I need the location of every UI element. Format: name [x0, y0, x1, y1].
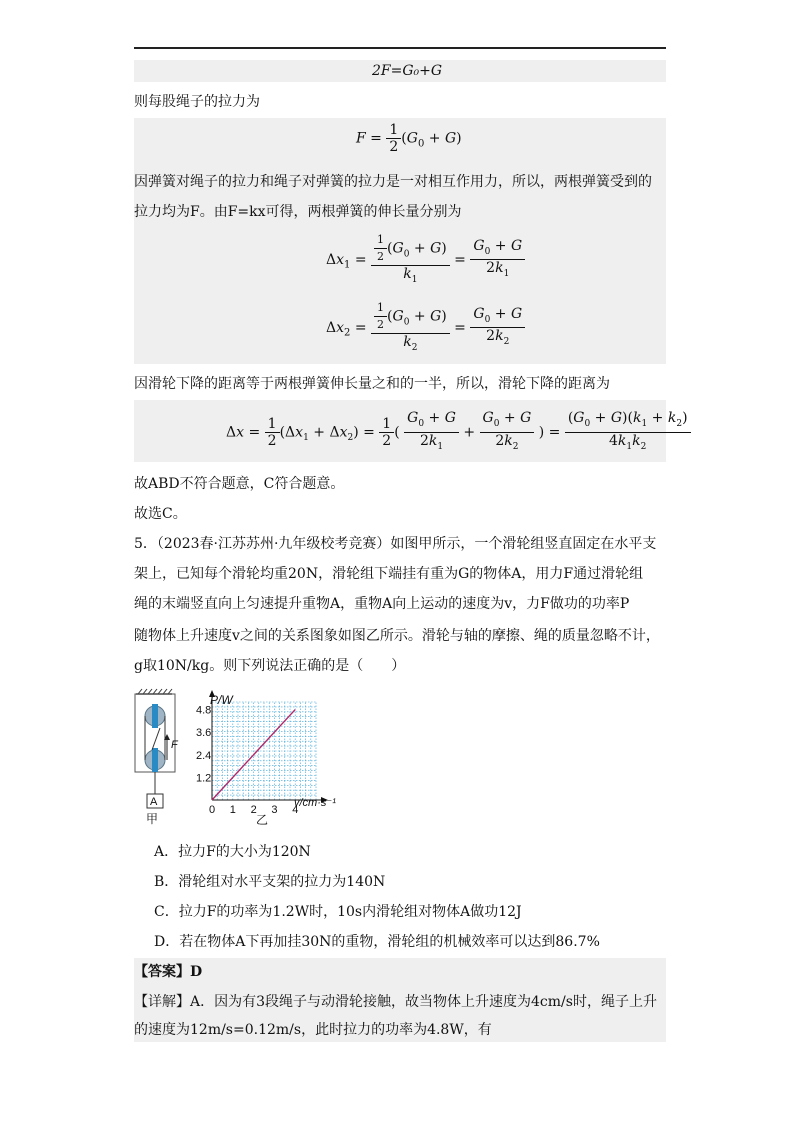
q5-line-1: 5．（2023春·江苏苏州·九年级校考竞赛）如图甲所示，一个滑轮组竖直固定在水平支 — [134, 536, 657, 552]
text-abd: 故ABD不符合题意，C符合题意。 — [134, 476, 345, 492]
answer-line: 【答案】D — [134, 964, 203, 980]
option-a: A．拉力F的大小为120N — [154, 844, 311, 860]
chart-ylabel: P/W — [210, 693, 233, 707]
equation-dx1: $\Delta x_1$ = $\frac{1}{2}$ $(G_0 + G)$ $k_1$ = $\frac{G_0 + G}{2k_1}$ — [326, 232, 525, 288]
option-d: D．若在物体A下再加挂30N的重物，滑轮组的机械效率可以达到86.7% — [154, 934, 600, 950]
figure-right-label: 乙 — [256, 813, 269, 827]
text-spring-1: 因弹簧对绳子的拉力和绳子对弹簧的拉力是一对相互作用力，所以，两根弹簧受到的 — [134, 174, 652, 190]
figure-left-label: 甲 — [146, 812, 159, 826]
force-label: F — [171, 739, 178, 751]
option-c: C．拉力F的功率为1.2W时，10s内滑轮组对物体A做功12J — [154, 904, 522, 920]
chart-xlabel: v/cm·s⁻¹ — [294, 797, 336, 809]
detail-line-2: 的速度为12m/s=0.12m/s，此时拉力的功率为4.8W，有 — [134, 1022, 492, 1038]
equation-dx: Δx = $\frac{1}{2}$ $(\Delta x_1 + \Delta x_2)$ = $\frac{1}{2}$ ( $\frac{G_0 + G}{2k_1}$ + $\frac{G_0 + G}{2k_2}$ ) = $\frac{(G_0 + G)(k_1 + k_2)}{4k_1k_2}$ — [226, 410, 691, 455]
series-line — [212, 710, 295, 800]
detail-line-1: 【详解】A．因为有3段绳子与动滑轮接触，故当物体上升速度为4cm/s时，绳子上升 — [134, 994, 657, 1010]
x-tick-label: 0 — [209, 804, 216, 816]
y-tick-label: 2.4 — [196, 749, 212, 762]
x-tick-label: 2 — [250, 804, 257, 816]
text-choose: 故选C。 — [134, 506, 187, 522]
equation-2f: 2F=G₀+G — [372, 63, 443, 79]
y-tick-label: 1.2 — [196, 772, 212, 785]
y-tick-label: 3.6 — [196, 727, 212, 740]
q5-line-2: 架上，已知每个滑轮均重20N，滑轮组下端挂有重为G的物体A，用力F通过滑轮组 — [134, 566, 644, 582]
y-tick-label: 4.8 — [196, 704, 212, 717]
x-tick-label: 3 — [271, 804, 278, 816]
q5-line-4: 随物体上升速度v之间的关系图象如图乙所示。滑轮与轴的摩擦、绳的质量忽略不计， — [134, 628, 660, 644]
text-spring-2: 拉力均为F。由F=kx可得，两根弹簧的伸长量分别为 — [134, 204, 462, 220]
pulley-diagram — [132, 688, 192, 828]
x-tick-label: 4 — [292, 804, 299, 816]
option-b: B．滑轮组对水平支架的拉力为140N — [154, 874, 386, 890]
equation-dx2: $\Delta x_2$ = $\frac{1}{2}$ $(G_0 + G)$ $k_2$ = $\frac{G_0 + G}{2k_2}$ — [326, 300, 525, 356]
header-rule — [134, 47, 666, 49]
text-each-rope: 则每股绳子的拉力为 — [134, 94, 260, 110]
equation-f: F = $\frac{1}{2}$ $(G_0 + G)$ — [356, 122, 462, 155]
q5-line-5: g取10N/kg。则下列说法正确的是（ ） — [134, 658, 406, 674]
x-tick-label: 1 — [229, 804, 236, 816]
q5-line-3: 绳的末端竖直向上匀速提升重物A，重物A向上运动的速度为v，力F做功的功率P — [134, 596, 630, 612]
block-label: A — [150, 796, 158, 808]
text-pulley: 因滑轮下降的距离等于两根弹簧伸长量之和的一半，所以，滑轮下降的距离为 — [134, 376, 610, 392]
pv-chart — [196, 688, 356, 828]
